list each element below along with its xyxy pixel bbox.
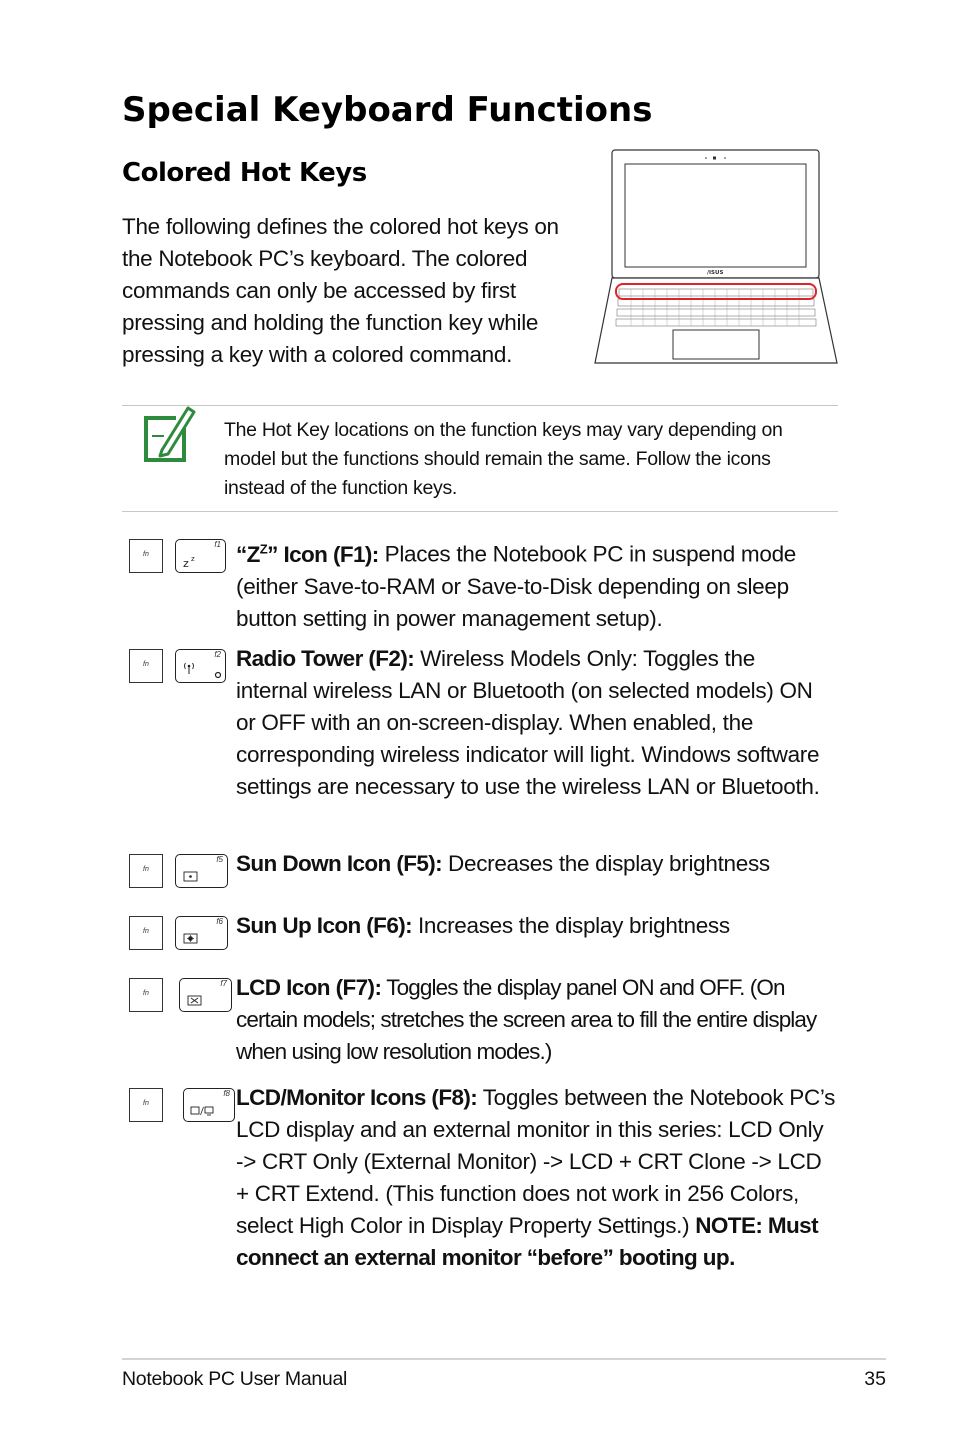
f5-key: f5 <box>175 854 228 888</box>
hotkey-f1-description: “$Z^Z$” Icon (F1): Places the Notebook PC in suspend mode (either Save-to-RAM or Save-to-Disk depending on sleep button setting in power management setup). <box>236 541 796 631</box>
radio-tower-icon <box>182 661 222 679</box>
laptop-illustration <box>594 149 840 367</box>
page-title: Special Keyboard Functions <box>122 90 653 130</box>
hotkey-f5-description: Sun Down Icon (F5): Decreases the display brightness <box>236 851 770 876</box>
fn-key: fn <box>129 1088 163 1122</box>
note-text: The Hot Key locations on the function keys may vary depending on model but the functions should remain the same. Follow the icons instead of the function keys. <box>224 419 783 499</box>
section-title: Colored Hot Keys <box>122 158 367 188</box>
intro-paragraph: The following defines the colored hot keys on the Notebook PC’s keyboard. The colored commands can only be accessed by first pressing and holding the function key while pressing a key with a colored command. <box>122 214 559 367</box>
footer-manual-title: Notebook PC User Manual <box>122 1368 348 1390</box>
hotkey-f7-description: LCD Icon (F7): Toggles the display panel ON and OFF. (On certain models; stretches the screen area to fill the entire display when using low resolution modes.) <box>236 975 817 1064</box>
note-box <box>122 405 838 512</box>
z-z-icon <box>182 553 200 569</box>
fn-key: fn <box>129 978 163 1012</box>
note-pencil-icon <box>140 406 196 466</box>
hotkey-f2-description: Radio Tower (F2): Wireless Models Only: Toggles the internal wireless LAN or Bluetooth (on selected models) ON or OFF with an on-screen-display. When enabled, the corresponding wireless indicator will light. Windows software settings are necessary to use the wireless LAN or Bluetooth. <box>236 646 820 799</box>
hotkey-f6-description: Sun Up Icon (F6): Increases the display brightness <box>236 913 730 938</box>
footer-rule <box>122 1358 886 1360</box>
sun-up-icon <box>182 932 200 946</box>
fn-key: fn <box>129 916 163 950</box>
f1-key: f1 z z <box>175 539 226 573</box>
f6-key: f6 <box>175 916 228 950</box>
lcd-off-icon <box>186 994 204 1008</box>
brand-logo: /ISUS <box>707 270 724 276</box>
f2-key: f2 <box>175 649 226 683</box>
lcd-monitor-icon <box>190 1104 216 1118</box>
footer-page-number: 35 <box>864 1368 886 1390</box>
svg-text:z: z <box>183 557 189 569</box>
fn-key: fn <box>129 539 163 573</box>
f8-key: f8 <box>183 1088 235 1122</box>
f7-key: f7 <box>179 978 232 1012</box>
sun-down-icon <box>182 870 200 884</box>
fn-key: fn <box>129 649 163 683</box>
fn-key: fn <box>129 854 163 888</box>
svg-text:z: z <box>191 555 195 563</box>
hotkey-f8-description: LCD/Monitor Icons (F8): Toggles between the Notebook PC’s LCD display and an external monitor in this series: LCD Only -> CRT Only (External Monitor) -> LCD + CRT Clone -> LCD + CRT Extend. (This function does not work in 256 Colors, select High Color in Display Property Settings.) NOTE: Must connect an external monitor “before” booting up. <box>236 1085 836 1270</box>
